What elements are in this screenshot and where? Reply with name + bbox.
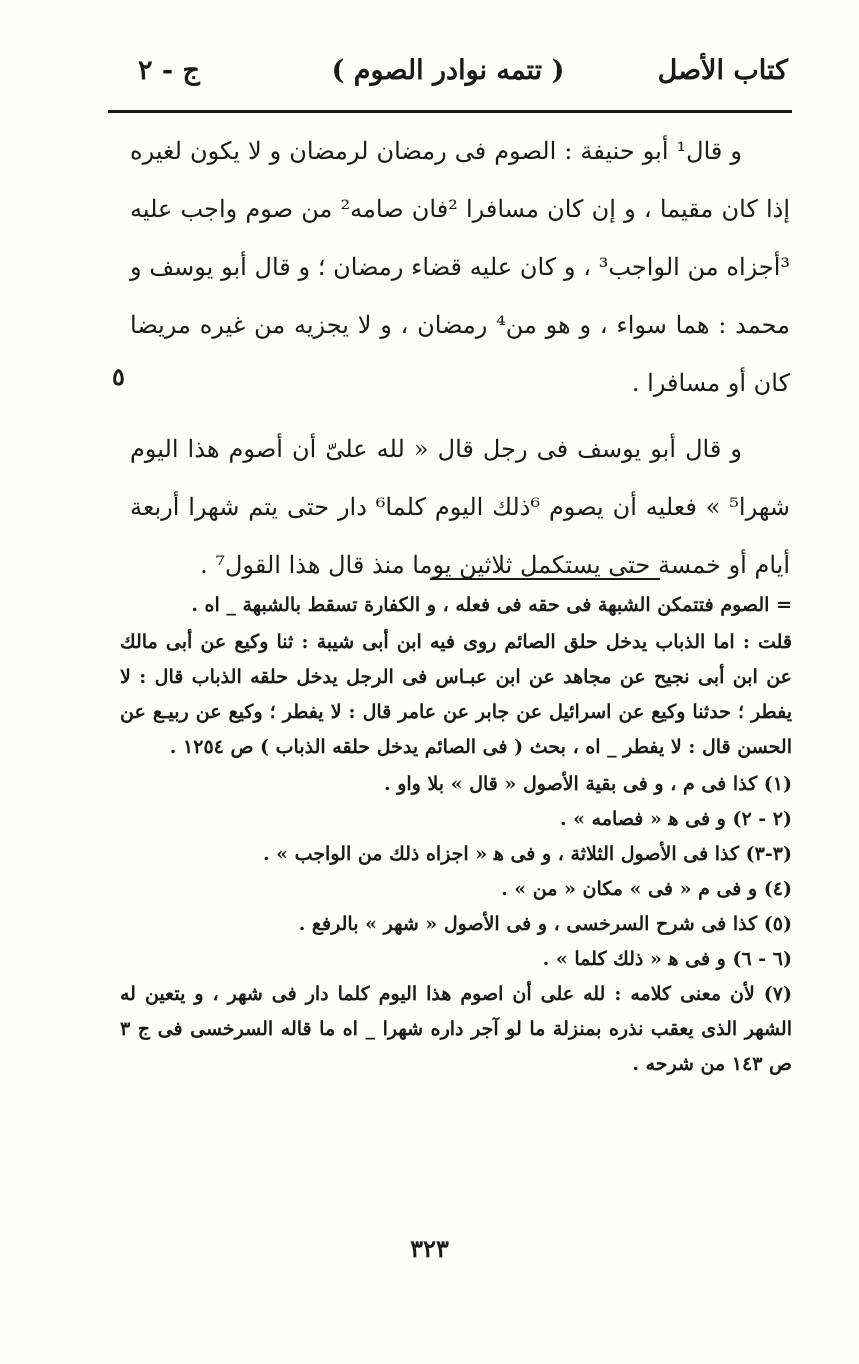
footnotes (120, 588, 792, 1084)
main-text (130, 122, 790, 602)
footnote-item: (٢ - ٢) و فى ﻫ « فصامه » . (559, 808, 792, 830)
footnote-item: (٣-٣) كذا فى الأصول الثلاثة ، و فى ﻫ « اجزاه ذلك من الواجب » . (262, 843, 792, 865)
footnote-item: (١) كذا فى م ، و فى بقية الأصول « قال » بلا واو . (383, 773, 792, 795)
section-title: ( تتمه نوادر الصوم ) (331, 55, 565, 86)
main-paragraph: و قال أبو يوسف فى رجل قال « لله علىّ أن أصوم هذا اليوم شهرا⁵ » فعليه أن يصوم ⁶ذلك اليوم كلما⁶ دار حتى يتم شهرا أربعة أيام أو خمسة حتى يستكمل ثلاثين يوما منذ قال هذا القول⁷ . (130, 435, 791, 579)
volume-label: ج - ٢ (138, 55, 200, 86)
page-number: ٣٢٣ (410, 1234, 449, 1263)
footnote-continuation: قلت : اما الذباب يدخل حلق الصائم روى فيه ابن أبى شيبة : ثنا وكيع عن أبى مالك عن ابن أبى نجيح عن مجاهد عن ابن عبـاس فى الرجل يدخل حلقه الذباب قال : لا يفطر ؛ حدثنا وكيع عن اسرائيل عن جابر عن عامر قال : لا يفطر ؛ وكيع عن ربيـع عن الحسن قال : لا يفطر _ اه ، بحث ( فى الصائم يدخل حلقه الذباب ) ص ١٢٥٤ . (120, 631, 792, 758)
line-marker: ٥ (112, 362, 125, 391)
footnote-separator (430, 578, 660, 580)
footnote-continuation: = الصوم فتتمكن الشبهة فى حقه فى فعله ، و الكفارة تسقط بالشبهة _ اه . (191, 594, 792, 616)
running-header (108, 55, 788, 105)
book-title: كتاب الأصل (657, 55, 788, 86)
footnote-item: (٦ - ٦) و فى ﻫ « ذلك كلما » . (542, 948, 792, 970)
footnote-item: (٤) و فى م « فى » مكان « من » . (501, 878, 792, 900)
footnote-item: (٥) كذا فى شرح السرخسى ، و فى الأصول « شهر » بالرفع . (298, 913, 792, 935)
header-rule (108, 110, 792, 113)
footnote-item: (٧) لأن معنى كلامه : لله على أن اصوم هذا اليوم كلما دار فى شهر ، و يتعين له الشهر الذى يعقب نذره بمنزلة ما لو آجر داره شهرا _ اه ما قاله السرخسى فى ج ٣ ص ١٤٣ من شرحه . (120, 983, 792, 1075)
main-paragraph: و قال¹ أبو حنيفة : الصوم فى رمضان لرمضان و لا يكون لغيره إذا كان مقيما ، و إن كان مسافرا ²فان صامه² من صوم واجب عليه ³أجزاه من الواجب³ ، و كان عليه قضاء رمضان ؛ و قال أبو يوسف و محمد : هما سواء ، و هو من⁴ رمضان ، و لا يجزيه من غيره مريضا كان أو مسافرا . (130, 137, 791, 397)
